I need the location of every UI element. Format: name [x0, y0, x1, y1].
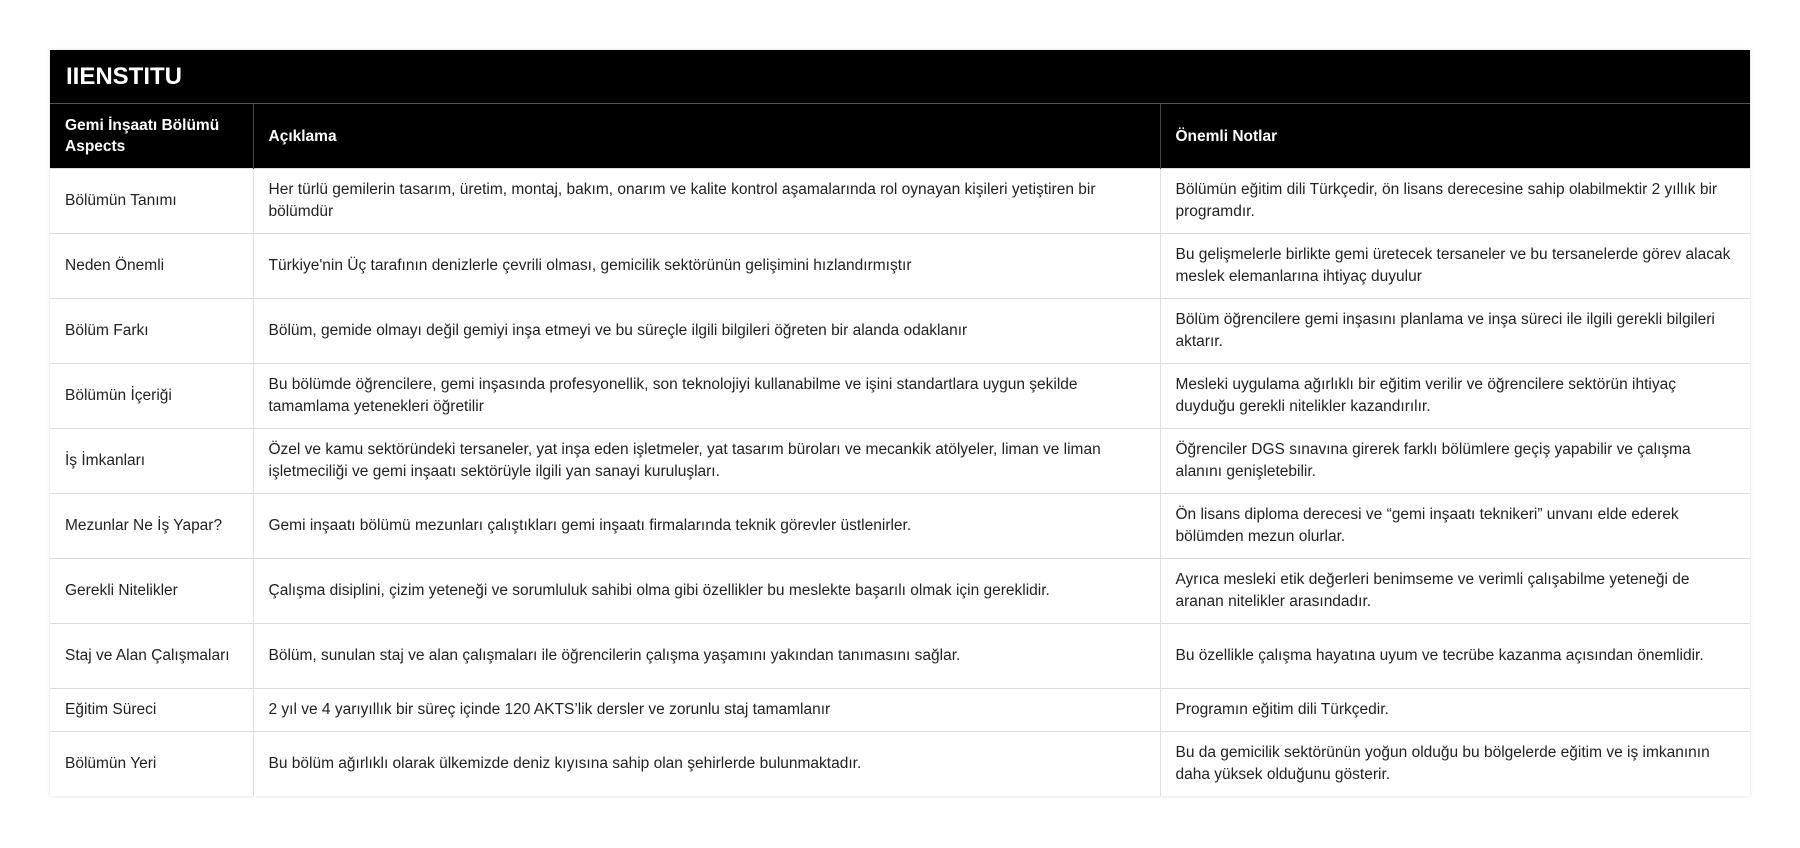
cell-aspect: Bölüm Farkı [50, 299, 253, 364]
cell-notes: Bu gelişmelerle birlikte gemi üretecek tersaneler ve bu tersanelerde görev alacak meslek elemanlarına ihtiyaç duyulur [1160, 234, 1750, 299]
cell-notes: Programın eğitim dili Türkçedir. [1160, 689, 1750, 732]
cell-description: Gemi inşaatı bölümü mezunları çalıştıkları gemi inşaatı firmalarında teknik görevler üstlenirler. [253, 494, 1160, 559]
cell-aspect: Mezunlar Ne İş Yapar? [50, 494, 253, 559]
table-row [50, 494, 1750, 559]
cell-notes: Bölümün eğitim dili Türkçedir, ön lisans derecesine sahip olabilmektir 2 yıllık bir programdır. [1160, 169, 1750, 234]
column-header-notes: Önemli Notlar [1160, 104, 1750, 169]
cell-aspect: Staj ve Alan Çalışmaları [50, 624, 253, 689]
table-row [50, 689, 1750, 732]
table-row [50, 732, 1750, 797]
cell-notes: Bu özellikle çalışma hayatına uyum ve tecrübe kazanma açısından önemlidir. [1160, 624, 1750, 689]
cell-aspect: İş İmkanları [50, 429, 253, 494]
brand-title: IIENSTITU [50, 50, 1750, 104]
cell-description: Çalışma disiplini, çizim yeteneği ve sorumluluk sahibi olma gibi özellikler bu meslekte başarılı olmak için gereklidir. [253, 559, 1160, 624]
column-header-aspects: Gemi İnşaatı Bölümü Aspects [50, 104, 253, 169]
cell-description: 2 yıl ve 4 yarıyıllık bir süreç içinde 120 AKTS’lik dersler ve zorunlu staj tamamlanır [253, 689, 1160, 732]
cell-notes: Ayrıca mesleki etik değerleri benimseme ve verimli çalışabilme yeteneği de aranan nitelikler arasındadır. [1160, 559, 1750, 624]
table-row [50, 624, 1750, 689]
cell-aspect: Bölümün Tanımı [50, 169, 253, 234]
cell-description: Her türlü gemilerin tasarım, üretim, montaj, bakım, onarım ve kalite kontrol aşamalarında rol oynayan kişileri yetiştiren bir bölümdür [253, 169, 1160, 234]
table-row [50, 234, 1750, 299]
cell-notes: Öğrenciler DGS sınavına girerek farklı bölümlere geçiş yapabilir ve çalışma alanını genişletebilir. [1160, 429, 1750, 494]
cell-aspect: Gerekli Nitelikler [50, 559, 253, 624]
cell-description: Türkiye'nin Üç tarafının denizlerle çevrili olması, gemicilik sektörünün gelişimini hızlandırmıştır [253, 234, 1160, 299]
table-row [50, 559, 1750, 624]
cell-description: Özel ve kamu sektöründeki tersaneler, yat inşa eden işletmeler, yat tasarım büroları ve mecankik atölyeler, liman ve liman işletmeciliği ve gemi inşaatı sektörüyle ilgili yan sanayi kuruluşları. [253, 429, 1160, 494]
column-header-description: Açıklama [253, 104, 1160, 169]
table-row [50, 169, 1750, 234]
cell-description: Bu bölüm ağırlıklı olarak ülkemizde deniz kıyısına sahip olan şehirlerde bulunmaktadır. [253, 732, 1160, 797]
cell-notes: Mesleki uygulama ağırlıklı bir eğitim verilir ve öğrencilere sektörün ihtiyaç duyduğu gerekli nitelikler kazandırılır. [1160, 364, 1750, 429]
cell-description: Bu bölümde öğrencilere, gemi inşasında profesyonellik, son teknolojiyi kullanabilme ve işini standartlara uygun şekilde tamamlama yetenekleri öğretilir [253, 364, 1160, 429]
info-table [50, 104, 1750, 796]
table-row [50, 429, 1750, 494]
cell-aspect: Bölümün Yeri [50, 732, 253, 797]
cell-aspect: Neden Önemli [50, 234, 253, 299]
table-row [50, 299, 1750, 364]
cell-description: Bölüm, gemide olmayı değil gemiyi inşa etmeyi ve bu süreçle ilgili bilgileri öğreten bir alanda odaklanır [253, 299, 1160, 364]
info-table-card [50, 50, 1750, 796]
cell-notes: Ön lisans diploma derecesi ve “gemi inşaatı teknikeri” unvanı elde ederek bölümden mezun olurlar. [1160, 494, 1750, 559]
cell-aspect: Eğitim Süreci [50, 689, 253, 732]
cell-notes: Bölüm öğrencilere gemi inşasını planlama ve inşa süreci ile ilgili gerekli bilgileri aktarır. [1160, 299, 1750, 364]
cell-aspect: Bölümün İçeriği [50, 364, 253, 429]
cell-description: Bölüm, sunulan staj ve alan çalışmaları ile öğrencilerin çalışma yaşamını yakından tanımasını sağlar. [253, 624, 1160, 689]
table-row [50, 364, 1750, 429]
cell-notes: Bu da gemicilik sektörünün yoğun olduğu bu bölgelerde eğitim ve iş imkanının daha yüksek olduğunu gösterir. [1160, 732, 1750, 797]
header-row [50, 104, 1750, 169]
